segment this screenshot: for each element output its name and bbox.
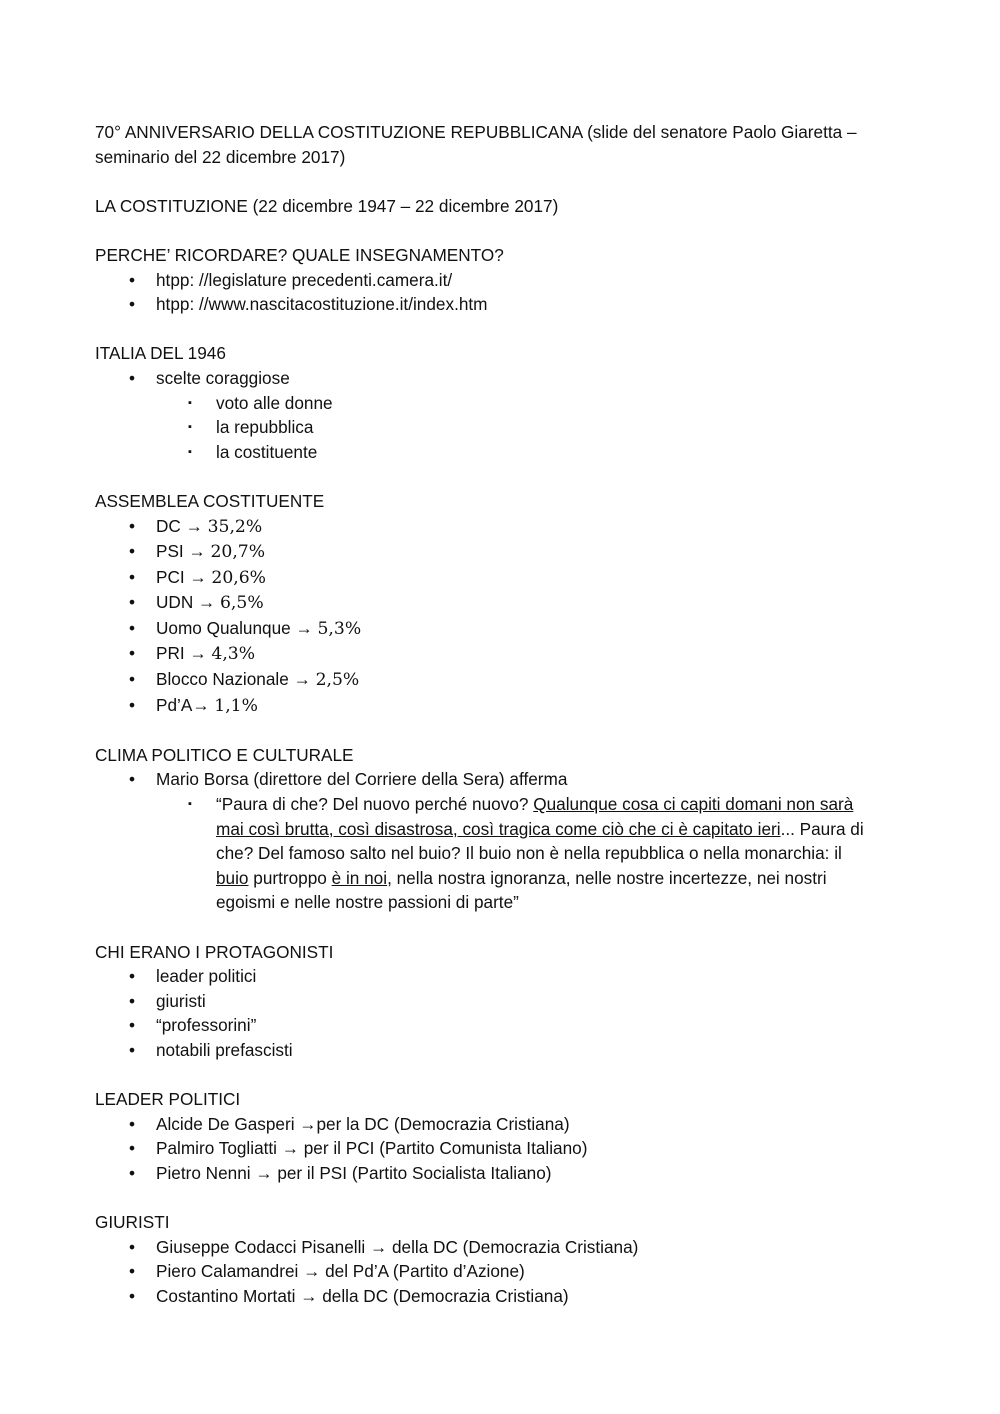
- bullet-icon: •: [128, 769, 136, 790]
- list-item: [95, 989, 920, 1014]
- section-leaders: [95, 1087, 920, 1185]
- party-result: [95, 693, 920, 719]
- bullet-list: [95, 366, 920, 464]
- square-bullet-icon: ▪: [188, 445, 192, 458]
- constitution-line: LA COSTITUZIONE (22 dicembre 1947 – 22 dicembre 2017): [95, 195, 559, 216]
- sub-list-item: [95, 391, 920, 416]
- sub-list-item: [95, 440, 920, 465]
- bullet-icon: •: [128, 643, 136, 664]
- bullet-icon: •: [128, 1138, 136, 1159]
- title-line-1: 70° ANNIVERSARIO DELLA COSTITUZIONE REPUBBLICANA (slide del senatore Paolo Giaretta –: [95, 122, 857, 142]
- bullet-icon: •: [128, 294, 136, 315]
- document-title: [95, 120, 920, 169]
- quote-segment: “Paura di che? Del nuovo perché nuovo?: [216, 794, 534, 815]
- bullet-icon: •: [128, 541, 136, 562]
- section-assembly: [95, 489, 920, 718]
- sub-list-item: [95, 415, 920, 440]
- party-percentage: 4,3%: [211, 644, 256, 665]
- list-item-text: Pietro Nenni → per il PSI (Partito Socialista Italiano): [156, 1162, 552, 1183]
- bullet-icon: •: [128, 617, 136, 638]
- square-bullet-icon: ▪: [188, 396, 192, 409]
- party-result: [95, 565, 920, 591]
- section-jurists: [95, 1210, 920, 1308]
- quote-text: [216, 792, 920, 915]
- list-item: [95, 1136, 920, 1161]
- list-item: [95, 1161, 920, 1186]
- party-name: PRI: [156, 643, 185, 664]
- list-item: [95, 964, 920, 989]
- section-heading: PERCHE’ RICORDARE? QUALE INSEGNAMENTO?: [95, 244, 504, 265]
- bullet-icon: •: [128, 592, 136, 613]
- party-result: [95, 590, 920, 616]
- quote-item: [95, 792, 920, 915]
- bullet-icon: •: [128, 269, 136, 290]
- party-percentage: 2,5%: [315, 670, 360, 691]
- party-result: [95, 539, 920, 565]
- quote-segment: purtroppo: [248, 867, 332, 888]
- list-item: [95, 1112, 920, 1137]
- list-item-text: giuristi: [156, 990, 206, 1011]
- quote-segment: egoismi e nelle nostre passioni di parte”: [216, 892, 519, 913]
- bullet-icon: •: [128, 990, 136, 1011]
- quote-underlined-segment: è in noi: [331, 867, 388, 888]
- quote-underlined-segment: mai così brutta, così disastrosa, così tragica come ciò che ci è capitato ieri: [216, 818, 781, 839]
- link-list: [95, 268, 920, 317]
- list-item-text: la costituente: [216, 441, 318, 462]
- party-percentage: 5,3%: [317, 618, 362, 639]
- list-item: [95, 366, 920, 391]
- section-heading: CLIMA POLITICO E CULTURALE: [95, 744, 354, 765]
- list-item-text: “professorini”: [156, 1015, 257, 1036]
- list-item: [95, 268, 920, 293]
- list-item: [95, 1235, 920, 1260]
- list-item-text: voto alle donne: [216, 392, 333, 413]
- party-percentage: 20,7%: [210, 542, 266, 563]
- list-item: [95, 292, 920, 317]
- list-item: [95, 1259, 920, 1284]
- list-item: [95, 1013, 920, 1038]
- list-item-text: Giuseppe Codacci Pisanelli → della DC (Democrazia Cristiana): [156, 1236, 639, 1257]
- bullet-icon: •: [128, 1261, 136, 1282]
- list-item-text: Mario Borsa (direttore del Corriere della Sera) afferma: [156, 769, 568, 790]
- party-percentage: 35,2%: [207, 516, 263, 537]
- square-bullet-icon: ▪: [188, 798, 192, 811]
- section-italy-1946: [95, 341, 920, 464]
- bullet-icon: •: [128, 669, 136, 690]
- section-heading: ASSEMBLEA COSTITUENTE: [95, 490, 325, 511]
- bullet-icon: •: [128, 367, 136, 388]
- list-item-text: Palmiro Togliatti → per il PCI (Partito Comunista Italiano): [156, 1138, 588, 1159]
- section-protagonists: [95, 940, 920, 1063]
- list-item-text: leader politici: [156, 966, 257, 987]
- section-heading: LEADER POLITICI: [95, 1089, 241, 1110]
- arrow-icon: →: [185, 515, 203, 536]
- party-result: [95, 641, 920, 667]
- section-heading: CHI ERANO I PROTAGONISTI: [95, 941, 334, 962]
- arrow-icon: →: [295, 617, 313, 638]
- bullet-icon: •: [128, 1039, 136, 1060]
- list-item-text: la repubblica: [216, 417, 314, 438]
- bullet-icon: •: [128, 515, 136, 536]
- square-bullet-icon: ▪: [188, 421, 192, 434]
- bullet-list: [95, 964, 920, 1062]
- party-percentage: 1,1%: [214, 695, 258, 716]
- arrow-icon: →: [293, 669, 311, 690]
- arrow-icon: →: [189, 643, 207, 664]
- party-name: DC: [156, 515, 181, 536]
- list-item-text: Piero Calamandrei → del Pd’A (Partito d’Azione): [156, 1261, 525, 1282]
- party-name: Blocco Nazionale: [156, 669, 289, 690]
- quote-segment: , nella nostra ignoranza, nelle nostre incertezze, nei nostri: [387, 867, 827, 888]
- bullet-icon: •: [128, 694, 136, 715]
- bullet-list: [95, 767, 920, 915]
- list-item-text: htpp: //www.nascitacostituzione.it/index.htm: [156, 294, 488, 315]
- party-name: Uomo Qualunque: [156, 617, 291, 638]
- bullet-icon: •: [128, 1236, 136, 1257]
- quote-segment: che? Del famoso salto nel buio? Il buio non è nella repubblica o nella monarchia: il: [216, 843, 842, 864]
- bullet-icon: •: [128, 1162, 136, 1183]
- party-name: UDN: [156, 592, 194, 613]
- party-result: [95, 667, 920, 693]
- bullet-list: [95, 1235, 920, 1309]
- bullet-icon: •: [128, 1113, 136, 1134]
- bullet-icon: •: [128, 566, 136, 587]
- party-result: [95, 514, 920, 540]
- party-results-list: [95, 514, 920, 719]
- party-name: PCI: [156, 566, 185, 587]
- arrow-icon: →: [192, 694, 210, 715]
- party-result: [95, 616, 920, 642]
- quote-underlined-segment: Qualunque cosa ci capiti domani non sarà: [533, 794, 854, 815]
- bullet-icon: •: [128, 966, 136, 987]
- list-item: [95, 1284, 920, 1309]
- section-heading: GIURISTI: [95, 1212, 170, 1233]
- list-item-text: Costantino Mortati → della DC (Democrazia Cristiana): [156, 1285, 569, 1306]
- list-item: [95, 767, 920, 792]
- bullet-list: [95, 1112, 920, 1186]
- quote-segment: ... Paura di: [780, 818, 864, 839]
- arrow-icon: →: [188, 541, 206, 562]
- list-item-text: Alcide De Gasperi →per la DC (Democrazia Cristiana): [156, 1113, 570, 1134]
- section-climate: [95, 743, 920, 915]
- arrow-icon: →: [198, 592, 216, 613]
- title-line-2: seminario del 22 dicembre 2017): [95, 146, 346, 167]
- bullet-icon: •: [128, 1015, 136, 1036]
- list-item-text: htpp: //legislature precedenti.camera.it/: [156, 269, 453, 290]
- list-item-text: scelte coraggiose: [156, 367, 290, 388]
- section-why: [95, 243, 920, 317]
- party-percentage: 20,6%: [211, 567, 267, 588]
- arrow-icon: →: [189, 566, 207, 587]
- section-heading: ITALIA DEL 1946: [95, 343, 226, 364]
- quote-underlined-segment: buio: [216, 867, 249, 888]
- bullet-icon: •: [128, 1285, 136, 1306]
- party-name: Pd’A: [156, 694, 193, 715]
- party-percentage: 6,5%: [220, 593, 264, 614]
- party-name: PSI: [156, 541, 184, 562]
- list-item-text: notabili prefascisti: [156, 1039, 293, 1060]
- list-item: [95, 1038, 920, 1063]
